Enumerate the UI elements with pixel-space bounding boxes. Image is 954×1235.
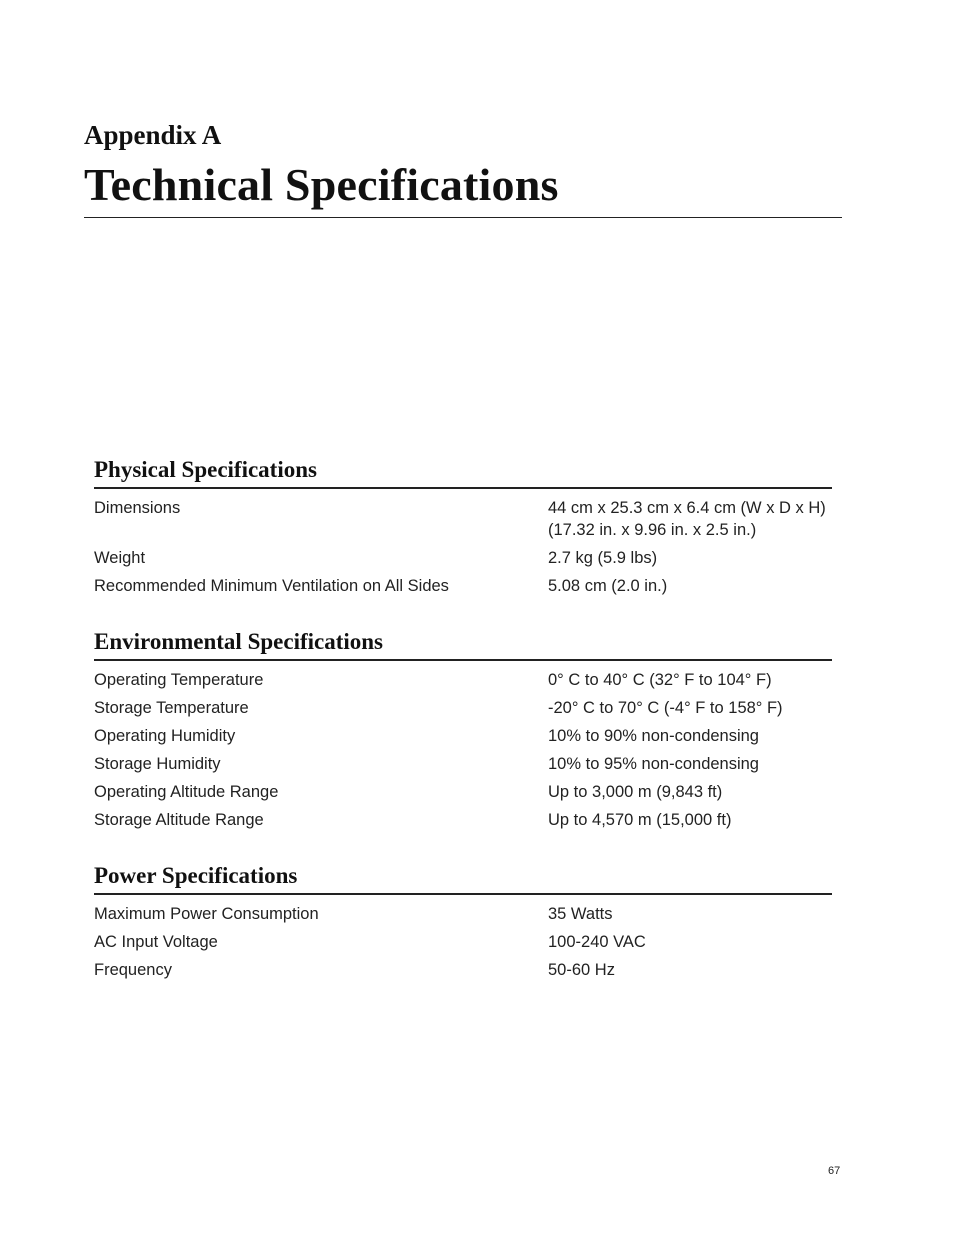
- spec-row-ac-input-voltage: [94, 931, 832, 953]
- spec-value: -20° C to 70° C (-4° F to 158° F): [548, 699, 783, 717]
- spec-row-weight: [94, 547, 832, 569]
- spec-value: [548, 497, 832, 541]
- spec-label: Frequency: [94, 961, 172, 979]
- spec-label: Storage Altitude Range: [94, 811, 264, 829]
- spec-row-storage-humidity: [94, 753, 832, 775]
- spec-value-line: 44 cm x 25.3 cm x 6.4 cm (W x D x H): [548, 499, 826, 517]
- spec-value: Up to 4,570 m (15,000 ft): [548, 811, 732, 829]
- spec-label: Dimensions: [94, 499, 181, 517]
- section-heading: Physical Specifications: [94, 455, 832, 489]
- spec-row-operating-temperature: [94, 669, 832, 691]
- page-title: Technical Specifications: [84, 159, 559, 210]
- spec-label: Maximum Power Consumption: [94, 905, 319, 923]
- page-number: 67: [828, 1165, 841, 1177]
- spec-row-operating-altitude: [94, 781, 832, 803]
- spec-value: 35 Watts: [548, 905, 613, 923]
- spec-value: Up to 3,000 m (9,843 ft): [548, 783, 723, 801]
- spec-row-max-power: [94, 903, 832, 925]
- spec-value: 2.7 kg (5.9 lbs): [548, 549, 658, 567]
- spec-value: 0° C to 40° C (32° F to 104° F): [548, 671, 772, 689]
- title-divider: [84, 217, 842, 218]
- spec-value: 10% to 95% non-condensing: [548, 755, 759, 773]
- spec-label: Operating Temperature: [94, 671, 264, 689]
- spec-row-dimensions: [94, 497, 832, 541]
- spec-value: 5.08 cm (2.0 in.): [548, 577, 668, 595]
- spec-value: 10% to 90% non-condensing: [548, 727, 759, 745]
- spec-row-ventilation: [94, 575, 832, 597]
- spec-label: Storage Temperature: [94, 699, 249, 717]
- spec-row-frequency: [94, 959, 832, 981]
- section-heading: Environmental Specifications: [94, 627, 832, 661]
- spec-label: Recommended Minimum Ventilation on All Sides: [94, 577, 449, 595]
- physical-specifications-section: [94, 455, 832, 603]
- spec-value-line: (17.32 in. x 9.96 in. x 2.5 in.): [548, 521, 757, 539]
- spec-value: 50-60 Hz: [548, 961, 615, 979]
- section-heading: Power Specifications: [94, 861, 832, 895]
- spec-label: Storage Humidity: [94, 755, 221, 773]
- spec-table: [94, 903, 832, 981]
- spec-row-storage-temperature: [94, 697, 832, 719]
- spec-table: [94, 497, 832, 597]
- spec-label: Operating Altitude Range: [94, 783, 279, 801]
- spec-label: AC Input Voltage: [94, 933, 218, 951]
- appendix-label: Appendix A: [84, 120, 222, 150]
- environmental-specifications-section: [94, 627, 832, 837]
- spec-value: 100-240 VAC: [548, 933, 646, 951]
- spec-label: Weight: [94, 549, 146, 567]
- spec-row-operating-humidity: [94, 725, 832, 747]
- power-specifications-section: [94, 861, 832, 987]
- spec-row-storage-altitude: [94, 809, 832, 831]
- spec-table: [94, 669, 832, 831]
- spec-label: Operating Humidity: [94, 727, 236, 745]
